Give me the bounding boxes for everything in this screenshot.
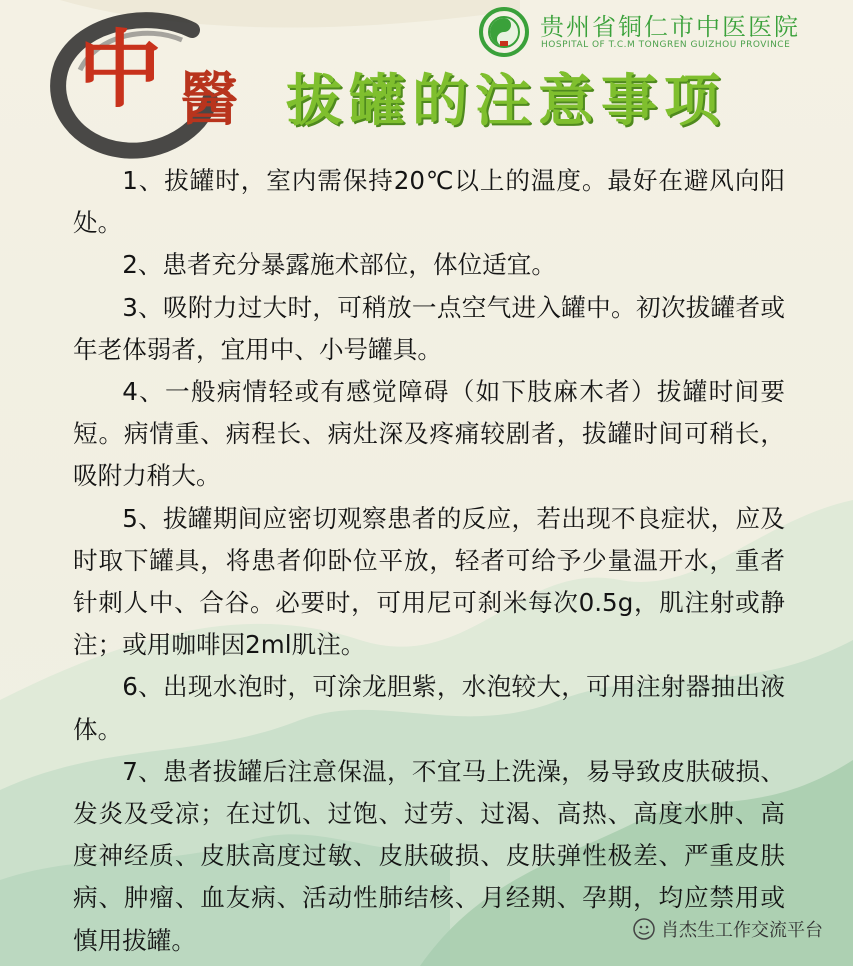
notice-content [73,160,785,962]
watermark [633,916,823,942]
notice-item-6: 6、出现水泡时，可涂龙胆紫，水泡较大，可用注射器抽出液体。 [73,672,785,744]
page-title: 拔罐的注意事项 [286,69,727,134]
notice-item-4: 4、一般病情轻或有感觉障碍（如下肢麻木者）拔罐时间要短。病情重、病程长、病灶深及疼痛较剧者，拔罐时间可稍长，吸附力稍大。 [73,377,785,491]
wechat-icon [633,918,655,940]
notice-item-2: 2、患者充分暴露施术部位，体位适宜。 [122,250,556,280]
notice-item-3: 3、吸附力过大时，可稍放一点空气进入罐中。初次拔罐者或年老体弱者，宜用中、小号罐具。 [73,292,785,364]
logo-character-zhong: 中 [78,20,163,119]
hospital-name-cn: 贵州省铜仁市中医医院 [540,13,800,41]
hospital-name-en: HOSPITAL OF T.C.M TONGREN GUIZHOU PROVINCE [541,40,791,50]
notice-item-5: 5、拔罐期间应密切观察患者的反应，若出现不良症状，应及时取下罐具，将患者仰卧位平放，轻者可给予少量温开水，重者针刺人中、合谷。必要时，可用尼可刹米每次0.5g，肌注射或静注；或用咖啡因2ml肌注。 [73,503,785,660]
watermark-text: 肖杰生工作交流平台 [661,920,823,941]
hospital-logo [478,6,530,58]
notice-item-7: 7、患者拔罐后注意保温，不宜马上洗澡，易导致皮肤破损、发炎及受凉；在过饥、过饱、过劳、过渴、高热、高度水肿、高度神经质、皮肤高度过敏、皮肤破损、皮肤弹性极差、严重皮肤病、肿瘤、血友病、活动性肺结核、月经期、孕期，均应禁用或慎用拔罐。 [73,756,785,955]
notice-item-1: 1、拔罐时，室内需保持20℃以上的温度。最好在避风向阳处。 [73,166,785,238]
logo-character-yi: 醫 [180,65,239,133]
